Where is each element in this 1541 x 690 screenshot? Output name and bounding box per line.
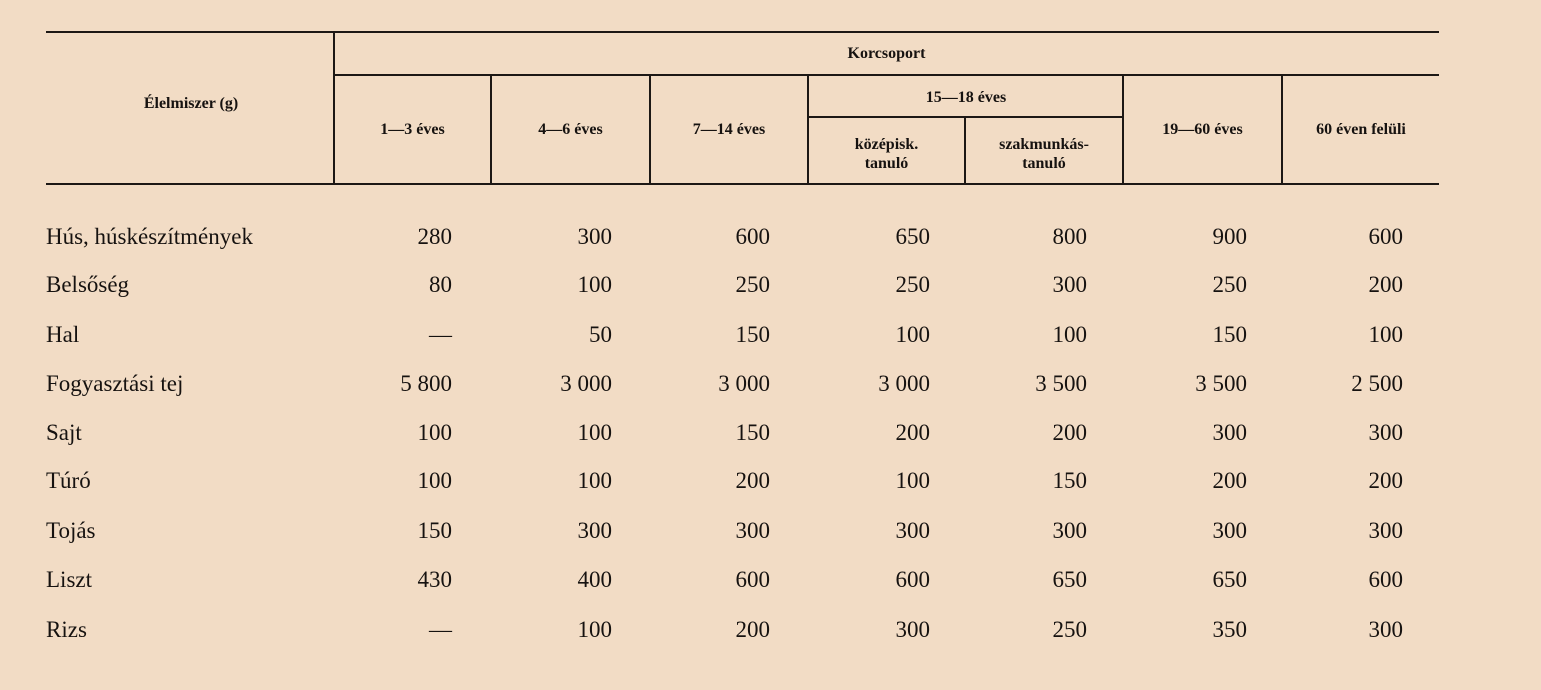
col-header-4-6: 4—6 éves bbox=[538, 121, 603, 138]
table-cell: 650 bbox=[1052, 567, 1087, 592]
table-cell: 3 000 bbox=[718, 371, 770, 396]
table-cell: 600 bbox=[1368, 224, 1403, 249]
table-cell: 100 bbox=[895, 322, 930, 347]
table-cell: 100 bbox=[577, 468, 612, 493]
food-column-header: Élelmiszer (g) bbox=[143, 95, 239, 112]
table-cell: 300 bbox=[895, 518, 930, 543]
table-cell: 250 bbox=[1212, 272, 1247, 297]
table-cell: 100 bbox=[895, 468, 930, 493]
row-label: Liszt bbox=[46, 567, 92, 592]
row-label: Túró bbox=[46, 468, 91, 493]
table-cell: 100 bbox=[577, 420, 612, 445]
header-bottom-rule bbox=[46, 183, 1439, 185]
table-cell: 150 bbox=[735, 420, 770, 445]
table-cell: 300 bbox=[1368, 420, 1403, 445]
table-cell: 3 500 bbox=[1035, 371, 1087, 396]
row-label: Hús, húskészítmények bbox=[46, 224, 253, 249]
table-cell: 200 bbox=[895, 420, 930, 445]
table-cell: 650 bbox=[895, 224, 930, 249]
table-cell: 300 bbox=[1212, 420, 1247, 445]
table-cell: 300 bbox=[895, 617, 930, 642]
row-label: Fogyasztási tej bbox=[46, 371, 184, 396]
table-cell: 100 bbox=[1052, 322, 1087, 347]
age-15-18-header: 15—18 éves bbox=[925, 89, 1007, 106]
table-cell: 650 bbox=[1212, 567, 1247, 592]
table-cell: 200 bbox=[1368, 468, 1403, 493]
col-header-1-3: 1—3 éves bbox=[380, 121, 445, 138]
col-header-19-60: 19—60 éves bbox=[1162, 121, 1243, 138]
table-cell: 300 bbox=[1052, 272, 1087, 297]
table-cell: 2 500 bbox=[1351, 371, 1403, 396]
table-cell: 300 bbox=[1212, 518, 1247, 543]
table-cell: 600 bbox=[895, 567, 930, 592]
table-cell: 250 bbox=[735, 272, 770, 297]
table-cell: 300 bbox=[577, 518, 612, 543]
table-cell: 150 bbox=[1052, 468, 1087, 493]
table-cell: 50 bbox=[589, 322, 612, 347]
age-group-header: Korcsoport bbox=[847, 45, 926, 62]
table-cell: 200 bbox=[1052, 420, 1087, 445]
table-cell: 300 bbox=[1368, 518, 1403, 543]
table-cell: 600 bbox=[1368, 567, 1403, 592]
table-cell: 200 bbox=[1368, 272, 1403, 297]
table-cell: 900 bbox=[1212, 224, 1247, 249]
table-cell: 150 bbox=[735, 322, 770, 347]
table-cell: 200 bbox=[735, 468, 770, 493]
table-cell: 100 bbox=[577, 272, 612, 297]
table-cell: 80 bbox=[429, 272, 452, 297]
table-cell: 3 000 bbox=[878, 371, 930, 396]
table-cell: 100 bbox=[417, 420, 452, 445]
col-header-kozepisk: középisk. tanuló bbox=[854, 136, 919, 172]
table-cell: 150 bbox=[1212, 322, 1247, 347]
top-rule bbox=[46, 31, 1439, 33]
group-rule bbox=[334, 74, 1439, 76]
table-cell: 300 bbox=[1368, 617, 1403, 642]
table-cell: 3 500 bbox=[1195, 371, 1247, 396]
table-cell: 100 bbox=[577, 617, 612, 642]
table-cell: 280 bbox=[417, 224, 452, 249]
col-header-7-14: 7—14 éves bbox=[692, 121, 766, 138]
table-cell: 250 bbox=[1052, 617, 1087, 642]
table-cell: 430 bbox=[417, 567, 452, 592]
table-cell: 300 bbox=[1052, 518, 1087, 543]
row-label: Rizs bbox=[46, 617, 87, 642]
table-cell: 200 bbox=[735, 617, 770, 642]
row-label: Belsőség bbox=[46, 272, 130, 297]
table-cell: — bbox=[429, 322, 452, 347]
col-header-szakmunkas: szakmunkás- tanuló bbox=[999, 136, 1089, 172]
subgroup-rule bbox=[808, 116, 1124, 118]
table-cell: 300 bbox=[577, 224, 612, 249]
table-cell: 600 bbox=[735, 224, 770, 249]
table-cell: 400 bbox=[577, 567, 612, 592]
table-cell: 600 bbox=[735, 567, 770, 592]
table-cell: 350 bbox=[1212, 617, 1247, 642]
table-cell: 150 bbox=[417, 518, 452, 543]
row-label: Hal bbox=[46, 322, 80, 347]
table-cell: 100 bbox=[417, 468, 452, 493]
table-cell: 300 bbox=[735, 518, 770, 543]
table-cell: 250 bbox=[895, 272, 930, 297]
row-label: Sajt bbox=[46, 420, 82, 445]
table-cell: 3 000 bbox=[560, 371, 612, 396]
table-cell: 200 bbox=[1212, 468, 1247, 493]
table-cell: 100 bbox=[1368, 322, 1403, 347]
row-label: Tojás bbox=[46, 518, 96, 543]
table-cell: 800 bbox=[1052, 224, 1087, 249]
table-cell: 5 800 bbox=[400, 371, 452, 396]
col-header-60-plus: 60 éven felüli bbox=[1316, 121, 1406, 138]
table-cell: — bbox=[429, 617, 452, 642]
